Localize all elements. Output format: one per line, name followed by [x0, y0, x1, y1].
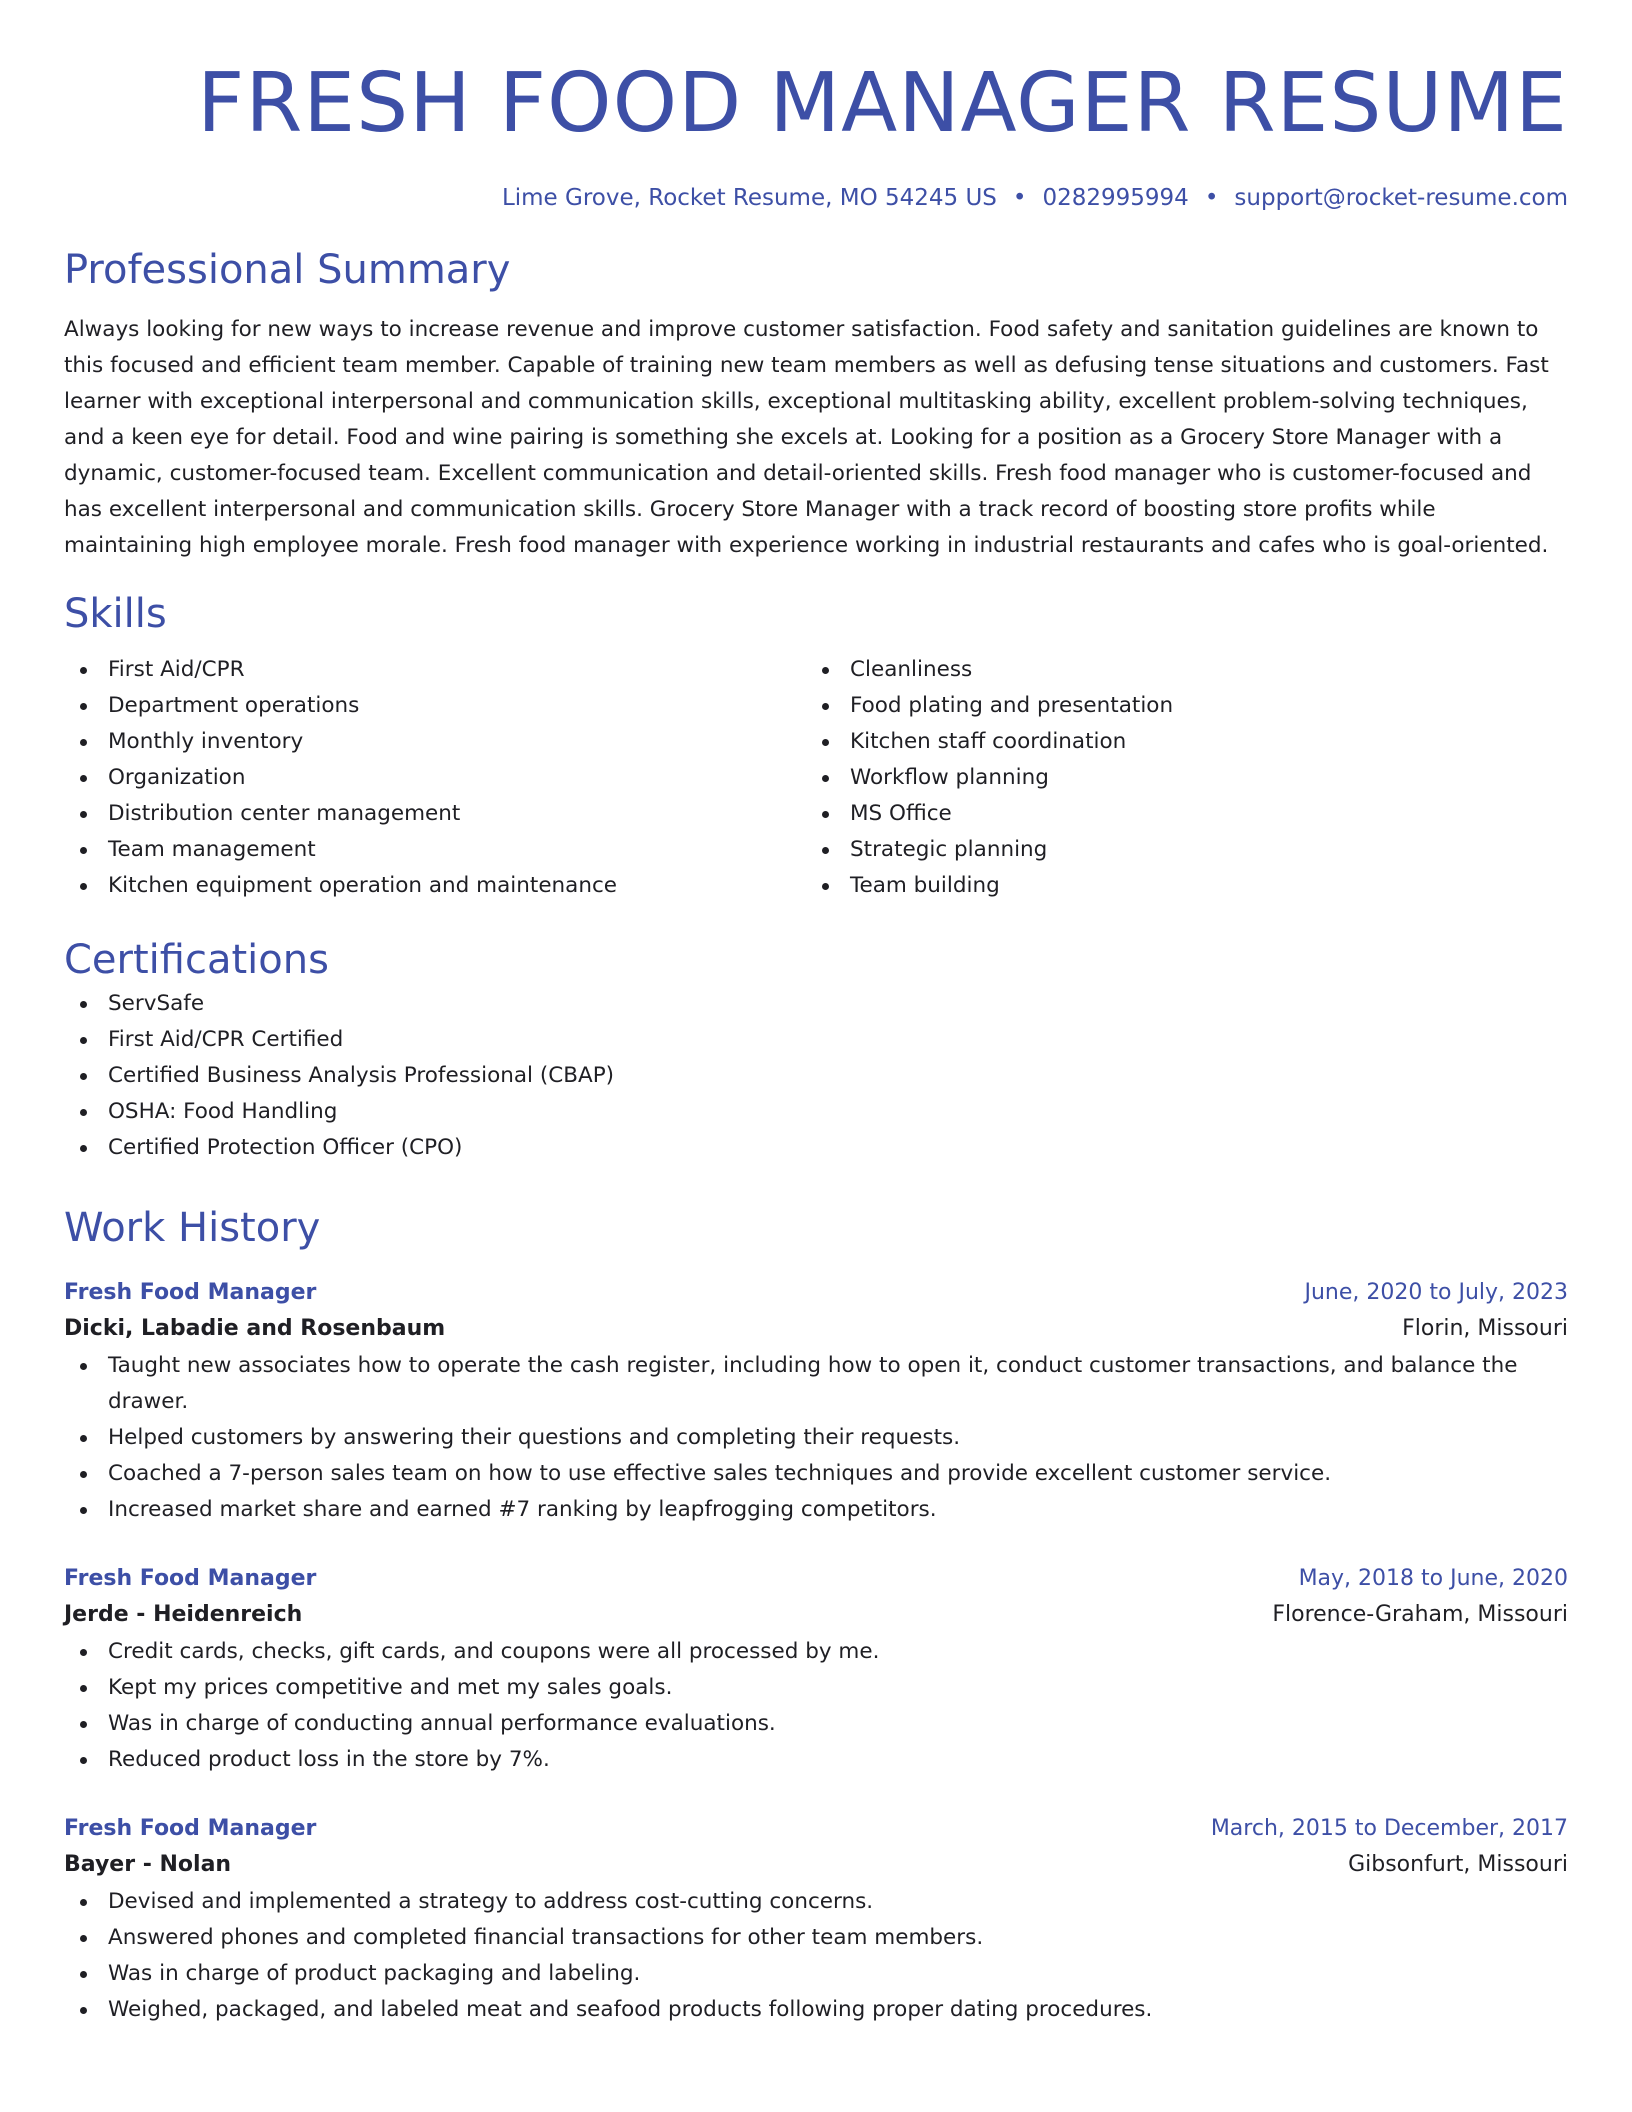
job-bullet: Helped customers by answering their questions and completing their requests.: [64, 1420, 1568, 1456]
job-company-row: [64, 1310, 1568, 1348]
skill-item: Kitchen equipment operation and maintenance: [64, 868, 806, 904]
skill-item: Organization: [64, 760, 806, 796]
job-company: Jerde - Heidenreich: [64, 1602, 303, 1627]
certifications-heading: Certifications: [64, 937, 329, 983]
job-bullet: Taught new associates how to operate the cash register, including how to open it, conduct customer transactions, and balance the drawer.: [64, 1348, 1568, 1420]
certification-item: ServSafe: [64, 986, 1568, 1022]
job-header-row: [64, 1812, 1568, 1846]
job-bullets: [64, 1348, 1568, 1528]
skills-left-column: [64, 652, 806, 904]
job-title: Fresh Food Manager: [64, 1816, 317, 1841]
job-bullet: Was in charge of conducting annual performance evaluations.: [64, 1706, 1568, 1742]
contact-separator: •: [1012, 185, 1027, 211]
skill-item: First Aid/CPR: [64, 652, 806, 688]
contact-email: support@rocket-resume.com: [1234, 185, 1568, 211]
skills-columns: [64, 652, 1568, 904]
job-location: Florence-Graham, Missouri: [1272, 1602, 1568, 1627]
job-entry: [64, 1562, 1568, 1778]
contact-separator: •: [1204, 185, 1219, 211]
job-entry: [64, 1812, 1568, 2028]
job-bullet: Coached a 7-person sales team on how to use effective sales techniques and provide excellent customer service.: [64, 1456, 1568, 1492]
job-company-row: [64, 1846, 1568, 1884]
job-bullets: [64, 1634, 1568, 1778]
job-entry: [64, 1276, 1568, 1528]
skill-item: Workflow planning: [806, 760, 1548, 796]
job-header-row: [64, 1276, 1568, 1310]
job-company: Dicki, Labadie and Rosenbaum: [64, 1316, 446, 1341]
job-bullet: Credit cards, checks, gift cards, and coupons were all processed by me.: [64, 1634, 1568, 1670]
skill-item: Strategic planning: [806, 832, 1548, 868]
skills-list-right: [806, 652, 1548, 904]
job-title: Fresh Food Manager: [64, 1280, 317, 1305]
skill-item: Distribution center management: [64, 796, 806, 832]
job-dates: March, 2015 to December, 2017: [1210, 1816, 1568, 1841]
skill-item: Food plating and presentation: [806, 688, 1548, 724]
job-bullet: Increased market share and earned #7 ranking by leapfrogging competitors.: [64, 1492, 1568, 1528]
job-company-row: [64, 1596, 1568, 1634]
certification-item: Certified Protection Officer (CPO): [64, 1130, 1568, 1166]
job-dates: June, 2020 to July, 2023: [1304, 1280, 1568, 1305]
certification-item: Certified Business Analysis Professional (CBAP): [64, 1058, 1568, 1094]
skills-list-left: [64, 652, 806, 904]
job-header-row: [64, 1562, 1568, 1596]
job-dates: May, 2018 to June, 2020: [1298, 1566, 1568, 1591]
job-bullet: Kept my prices competitive and met my sales goals.: [64, 1670, 1568, 1706]
contact-address: Lime Grove, Rocket Resume, MO 54245 US: [501, 185, 997, 211]
certification-item: First Aid/CPR Certified: [64, 1022, 1568, 1058]
job-location: Florin, Missouri: [1402, 1316, 1568, 1341]
skill-item: Cleanliness: [806, 652, 1548, 688]
job-company: Bayer - Nolan: [64, 1852, 232, 1877]
certification-item: OSHA: Food Handling: [64, 1094, 1568, 1130]
summary-heading: Professional Summary: [64, 247, 511, 293]
skill-item: MS Office: [806, 796, 1548, 832]
job-title: Fresh Food Manager: [64, 1566, 317, 1591]
job-bullet: Devised and implemented a strategy to address cost-cutting concerns.: [64, 1884, 1568, 1920]
job-bullet: Answered phones and completed financial transactions for other team members.: [64, 1920, 1568, 1956]
summary-text: Always looking for new ways to increase revenue and improve customer satisfaction. Food safety and sanitation guidelines are known to this focused and efficient team member. Capable of training new team members as well as defusing tense situations and customers. Fast learner with exceptional interpersonal and communication skills, exceptional multitasking ability, excellent problem-solving techniques, and a keen eye for detail. Food and wine pairing is something she excels at. Looking for a position as a Grocery Store Manager with a dynamic, customer-focused team. Excellent communication and detail-oriented skills. Fresh food manager who is customer-focused and has excellent interpersonal and communication skills. Grocery Store Manager with a track record of boosting store profits while maintaining high employee morale. Fresh food manager with experience working in industrial restaurants and cafes who is goal-oriented.: [64, 317, 1549, 558]
contact-phone: 0282995994: [1042, 185, 1189, 211]
skill-item: Team building: [806, 868, 1548, 904]
skill-item: Team management: [64, 832, 806, 868]
resume-title: FRESH FOOD MANAGER RESUME: [197, 56, 1568, 151]
contact-line: [64, 182, 1568, 214]
skill-item: Department operations: [64, 688, 806, 724]
skill-item: Kitchen staff coordination: [806, 724, 1548, 760]
skill-item: Monthly inventory: [64, 724, 806, 760]
job-location: Gibsonfurt, Missouri: [1348, 1852, 1568, 1877]
work-history-heading: Work History: [64, 1205, 321, 1251]
skills-heading: Skills: [64, 591, 167, 637]
job-bullet: Reduced product loss in the store by 7%.: [64, 1742, 1568, 1778]
job-bullets: [64, 1884, 1568, 2028]
skills-right-column: [806, 652, 1548, 904]
resume-page: [64, 0, 1568, 2028]
job-bullet: Was in charge of product packaging and labeling.: [64, 1956, 1568, 1992]
certifications-list: [64, 986, 1568, 1166]
job-bullet: Weighed, packaged, and labeled meat and seafood products following proper dating procedures.: [64, 1992, 1568, 2028]
